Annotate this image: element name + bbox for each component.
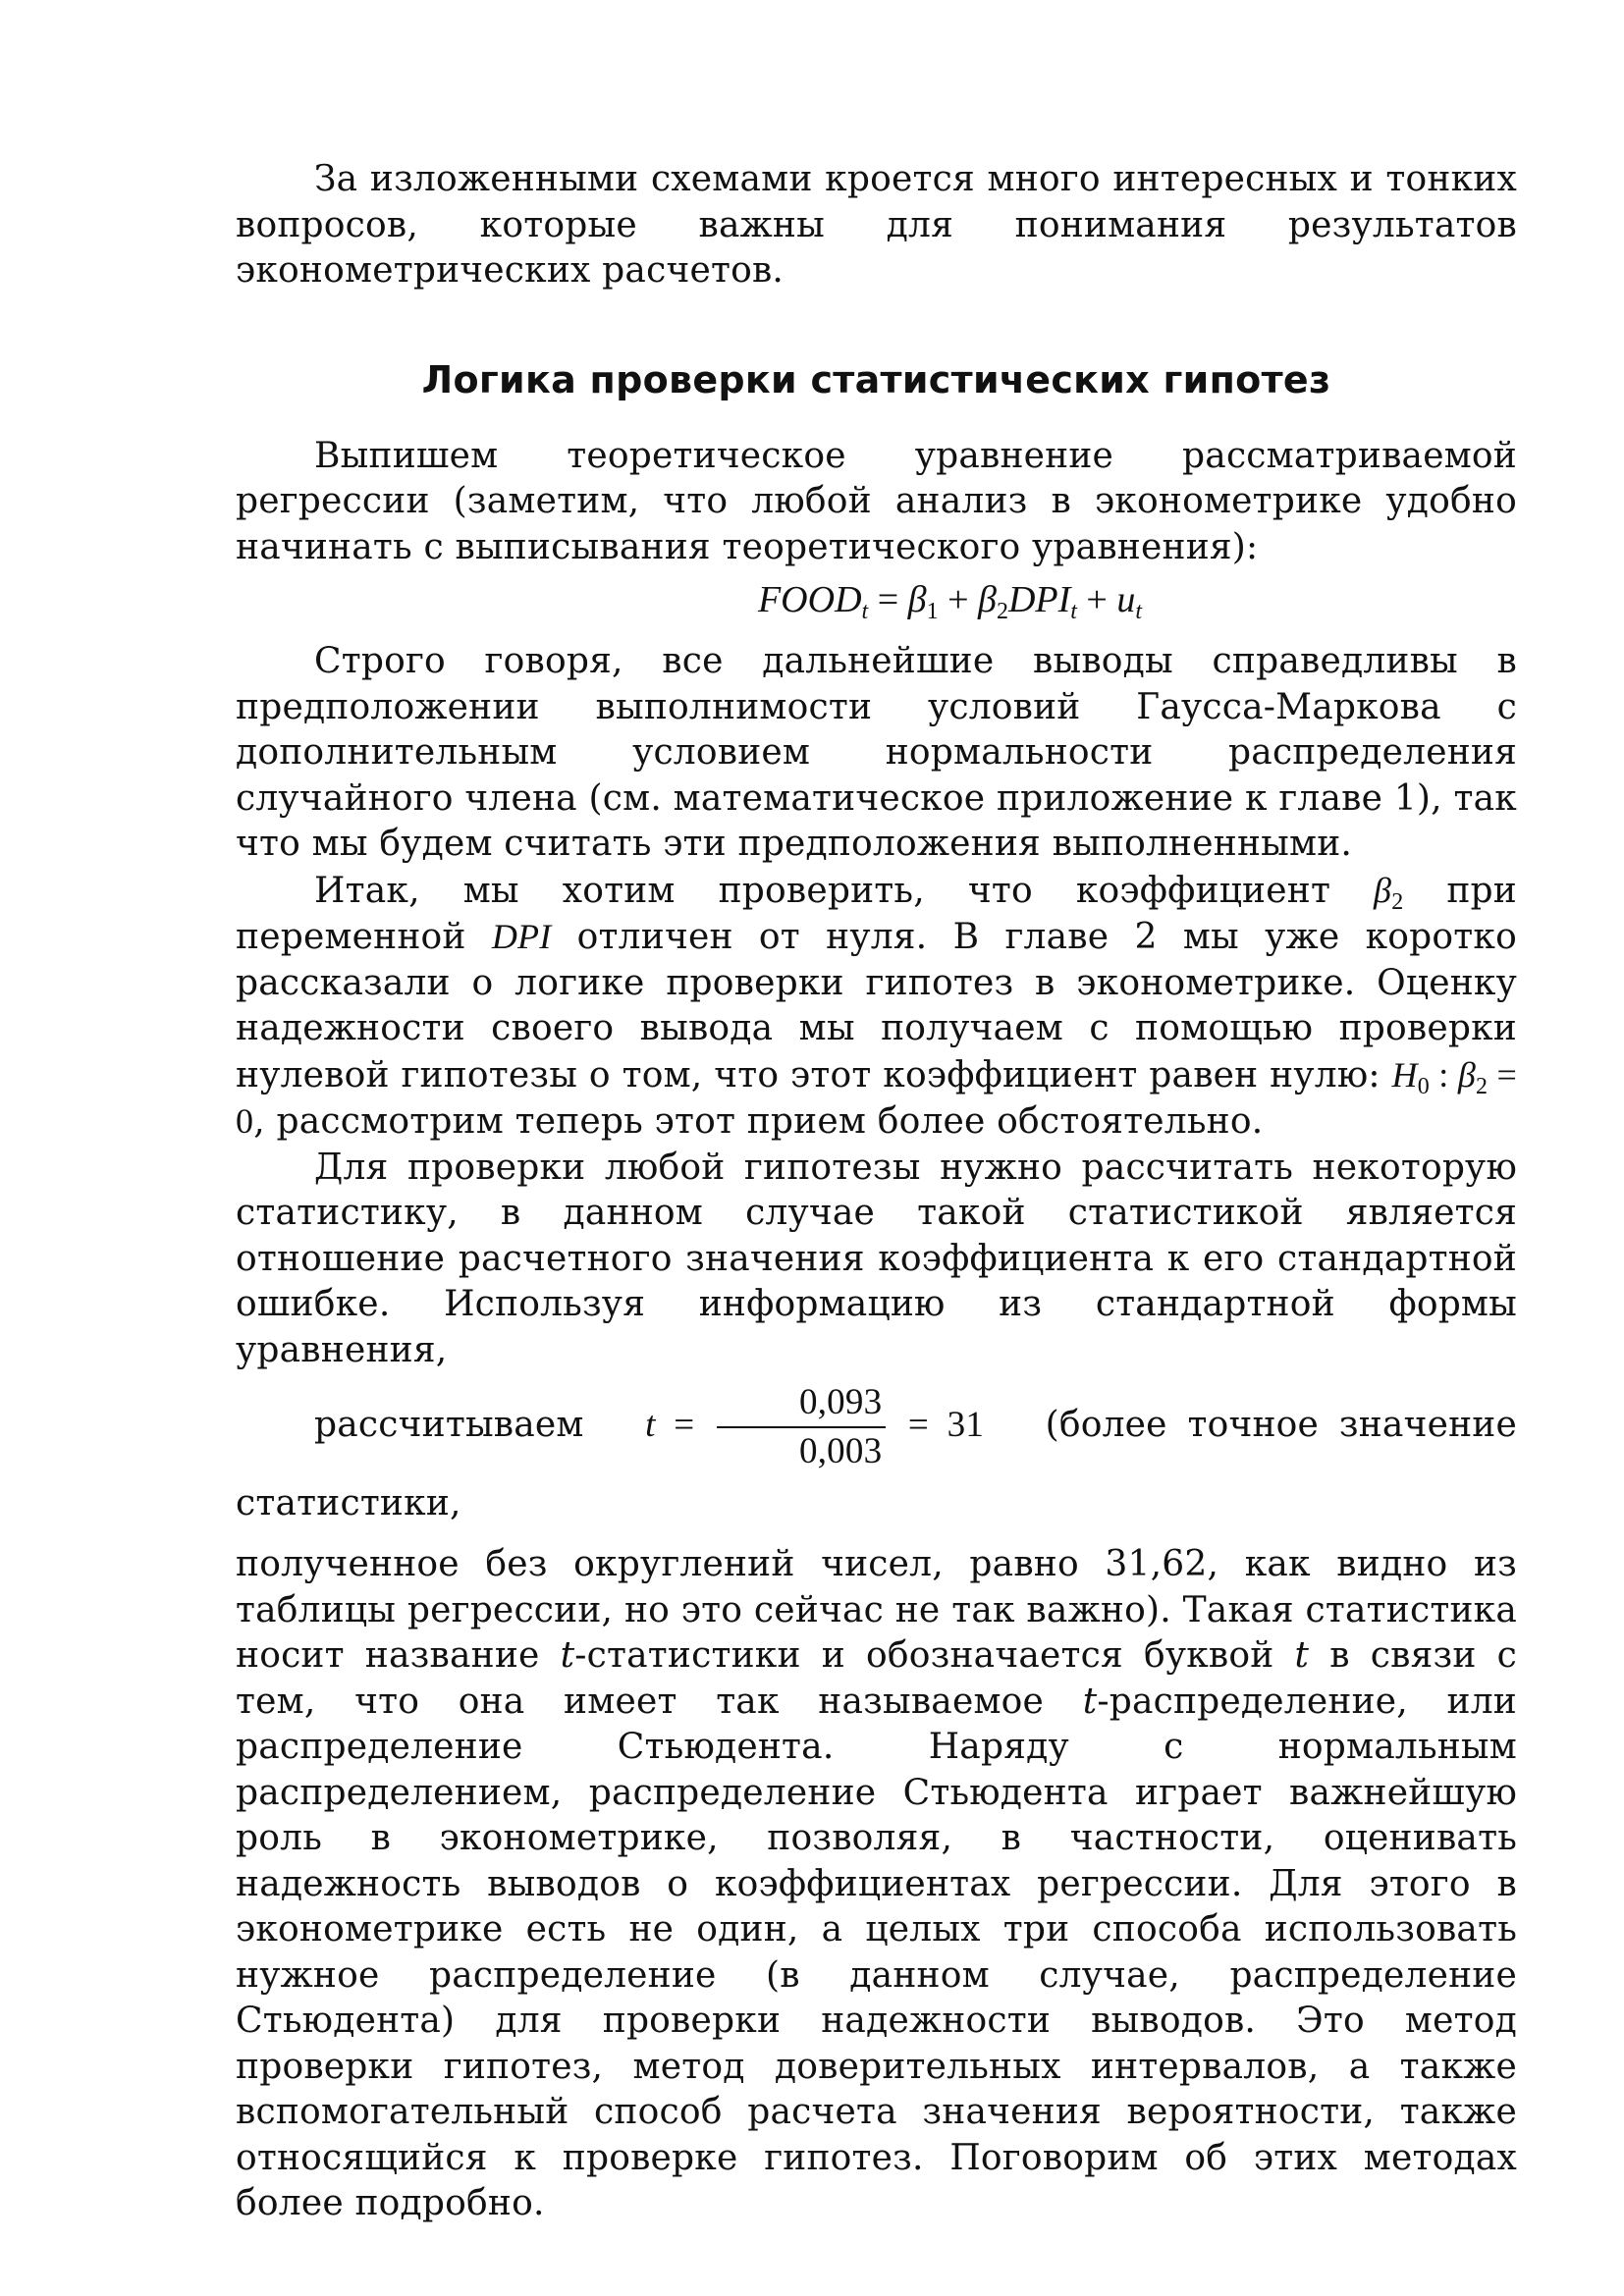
eq-plus-2: + <box>1076 579 1117 620</box>
eq-food: FOOD <box>757 579 862 620</box>
beta-letter: β <box>1374 870 1392 910</box>
beta2-symbol <box>1374 870 1404 915</box>
t-variable: t <box>645 1405 656 1445</box>
t-fraction <box>717 1381 886 1473</box>
calc-word: рассчитываем <box>314 1405 584 1445</box>
eq-u: u <box>1116 579 1136 620</box>
eq-dpi: DPI <box>1007 579 1071 620</box>
intro-paragraph: За изложенными схемами кроется много интересных и тонких вопросов, которые важны для понимания результатов эконометрических расчетов. <box>236 159 1517 291</box>
regression-equation <box>236 574 1517 625</box>
t-letter-3: t <box>1082 1681 1098 1722</box>
eq-beta2-sub: 2 <box>996 599 1008 624</box>
paragraph-theoretical-equation: Выпишем теоретическое уравнение рассматриваемой регрессии (заметим, что любой анализ в эконометрике удобно начинать с выписывания теоретического уравнения): <box>236 435 1517 567</box>
h-subscript: 0 <box>1417 1073 1430 1099</box>
document-page <box>236 157 1517 2227</box>
paragraph-hypothesis <box>236 868 1517 1146</box>
paragraph-t-statistic <box>236 1146 1517 2227</box>
eq-beta2: β <box>978 579 997 620</box>
p3-text-b: при переменной <box>236 870 1517 957</box>
h-beta-subscript: 2 <box>1475 1073 1489 1099</box>
eq-plus-1: + <box>938 579 978 620</box>
h-equals-zero: = 0 <box>236 1054 1518 1141</box>
p4-continuation <box>236 1544 1517 2223</box>
p4-text-c: -статистики и обозначается буквой <box>574 1635 1295 1676</box>
h-colon: : <box>1429 1054 1458 1095</box>
eq-food-sub: t <box>861 599 869 624</box>
dpi-variable: DPI <box>491 917 552 956</box>
p4-text-d: в связи с тем, что она имеет так называемое <box>236 1635 1518 1722</box>
p3-text-a: Итак, мы хотим проверить, что коэффициент <box>314 870 1375 911</box>
p4-text-a: Для проверки любой гипотезы нужно рассчитать некоторую статистику, в данном случае такой статистикой является отношение расчетного значения коэффициента к его стандартной ошибке. Используя информацию из стандартной формы уравнения, <box>236 1147 1517 1370</box>
p3-text-d: , рассмотрим теперь этот прием более обстоятельно. <box>253 1101 1264 1142</box>
t-letter-2: t <box>1294 1635 1310 1676</box>
section-title: Логика проверки статистических гипотез <box>421 357 1331 401</box>
t-letter-1: t <box>560 1635 575 1676</box>
h-letter: H <box>1391 1054 1418 1095</box>
beta-subscript: 2 <box>1391 888 1404 915</box>
eq-equals: = <box>868 579 908 620</box>
t-statistic-line <box>236 1381 1517 1534</box>
fraction-numerator: 0,093 <box>717 1381 886 1428</box>
eq-dpi-sub: t <box>1070 599 1077 624</box>
p4-text-e: -распределение, или распределение Стьюдента. Наряду с нормальным распределением, распределение Стьюдента играет важнейшую роль в эконометрике, позволяя, в частности, оценивать надежность выводов о коэффициентах регрессии. Для этого в эконометрике есть не один, а целых три способа использовать нужное распределение (в данном случае, распределение Стьюдента) для проверки надежности выводов. Это метод проверки гипотез, метод доверительных интервалов, а также вспомогательный способ расчета значения вероятности, также относящийся к проверке гипотез. Поговорим об этих методах более подробно. <box>236 1681 1517 2223</box>
p3-text-c: отличен от нуля. В главе 2 мы уже коротко рассказали о логике проверки гипотез в эконометрике. Оценку надежности своего вывода мы получаем с помощью проверки нулевой гипотезы о том, что этот коэффициент равен нулю: <box>236 917 1517 1095</box>
p4-text-b-rest: полученное без округлений чисел, равно 31,62, как видно из таблицы регрессии, но это сейчас не так важно). Такая статистика носит название <box>236 1544 1517 1676</box>
p4-text-b-inline: (более точное значение статистики, <box>236 1405 1517 1523</box>
fraction-denominator: 0,003 <box>799 1431 883 1471</box>
eq-beta1: β <box>907 579 927 620</box>
eq-u-sub: t <box>1135 599 1143 624</box>
t-equals: = <box>655 1405 714 1445</box>
eq-beta1-sub: 1 <box>926 599 939 624</box>
h-beta-letter: β <box>1457 1054 1476 1095</box>
paragraph-gauss-markov: Строго говоря, все дальнейшие выводы справедливы в предположении выполнимости условий Гаусса-Маркова с дополнительным условием нормальности распределения случайного члена (см. математическое приложение к главе 1), так что мы будем считать эти предположения выполненными. <box>236 641 1517 864</box>
t-result: = 31 <box>890 1405 985 1445</box>
